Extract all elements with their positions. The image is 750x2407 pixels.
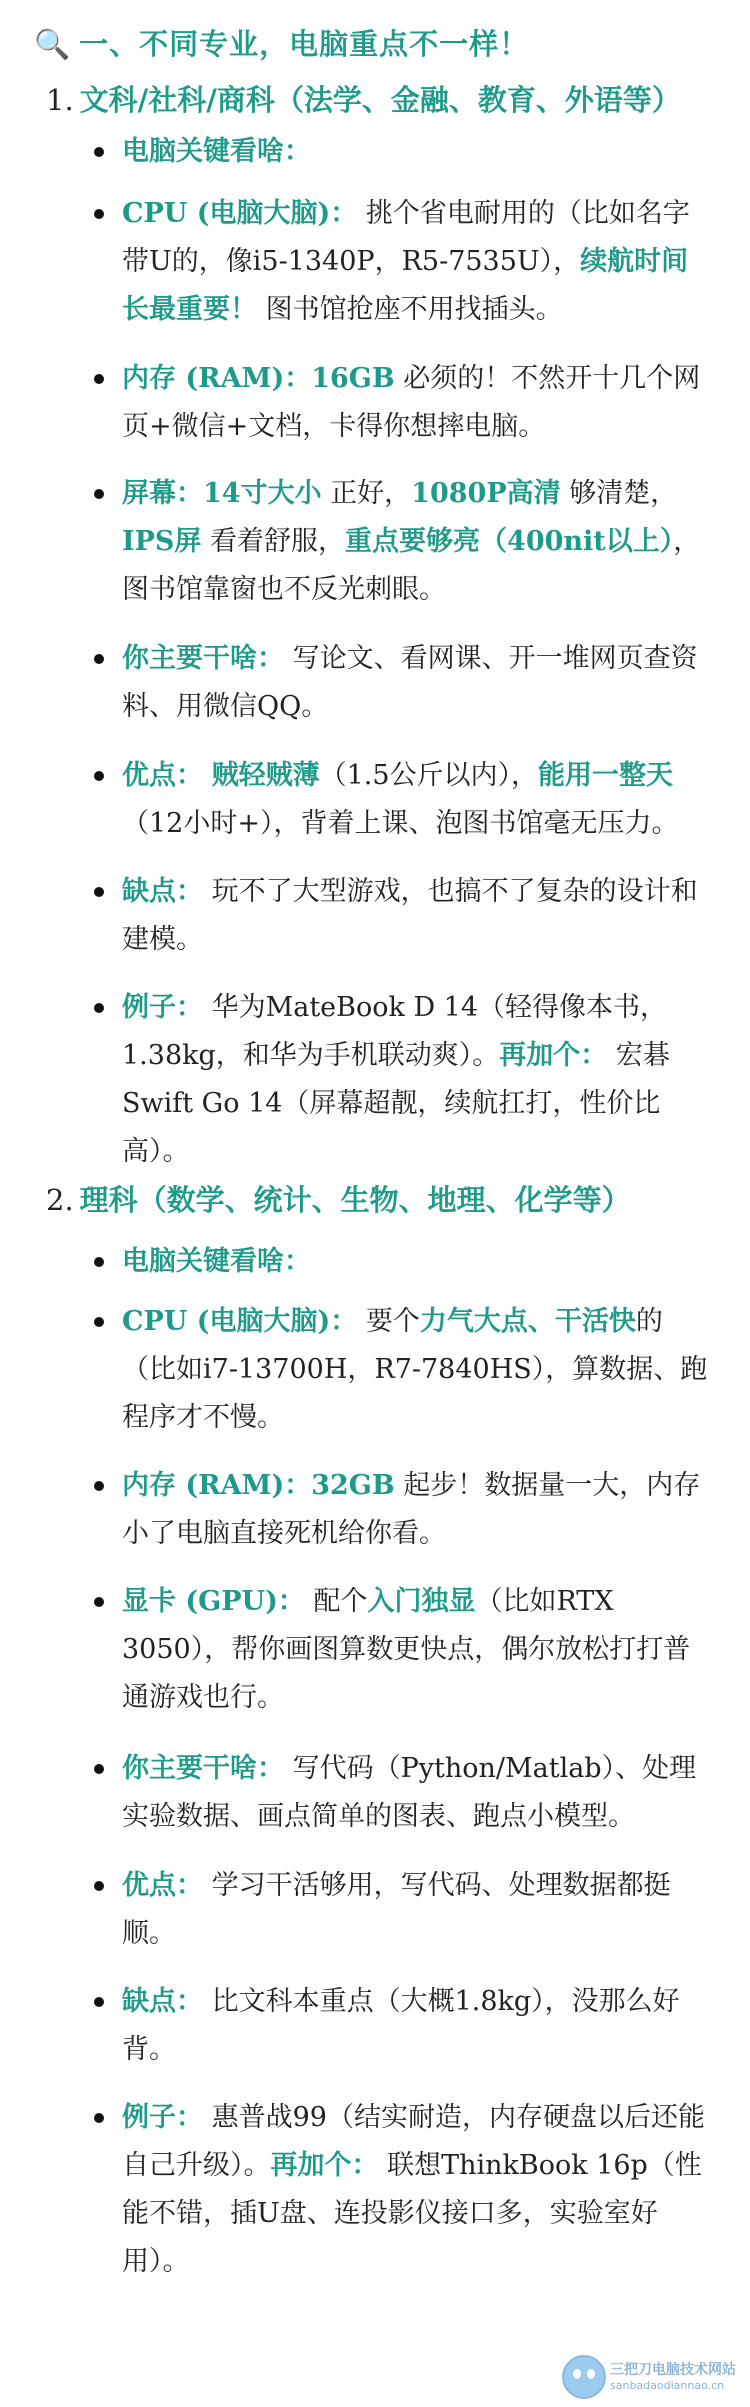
magnifier-icon: 🔍: [34, 27, 72, 61]
item-highlight: 1080P高清: [411, 478, 561, 509]
item-highlight: 入门独显: [367, 1586, 476, 1617]
watermark: [562, 2353, 736, 2401]
item-text: 学习干活够用，写代码、处理数据都挺顺。: [122, 1870, 671, 1949]
list-item: [122, 868, 712, 964]
watermark-text: 三把刀电脑技术网站: [610, 2362, 736, 2378]
item-highlight: 重点要够亮（400nit以上）: [345, 526, 674, 557]
item-highlight: 能用一整天: [538, 760, 674, 791]
section-number: 1.: [46, 83, 74, 117]
item-text: 图书馆抢座不用找插头。: [257, 294, 563, 325]
item-text: 挑个省电耐用的（比如名字带U的，像i5-1340P，R5-7535U），: [122, 198, 690, 277]
list-item: [122, 635, 712, 731]
bullet: [94, 1317, 104, 1327]
item-highlight: 续航时间长最重要！: [122, 246, 689, 325]
bullet: [94, 1003, 104, 1013]
list-item: [122, 1238, 712, 1286]
section-title-text: 文科/社科/商科（法学、金融、教育、外语等）: [79, 83, 681, 117]
item-label: 内存 (RAM)：32GB: [122, 1470, 395, 1501]
item-text: （1.5公斤以内），: [319, 760, 539, 791]
list-item: [122, 1298, 712, 1442]
item-label: 你主要干啥：: [122, 643, 284, 674]
bullet: [94, 2113, 104, 2123]
section-2-title: [46, 1178, 631, 1219]
bullet: [94, 771, 104, 781]
list-item: [122, 355, 712, 451]
bullet: [94, 1764, 104, 1774]
list-item: [122, 1462, 712, 1558]
heading-text: 一、不同专业，电脑重点不一样！: [79, 27, 530, 61]
item-text: 必须的！不然开十几个网页+微信+文档，卡得你想摔电脑。: [122, 363, 701, 442]
item-text: 写代码（Python/Matlab）、处理实验数据、画点简单的图表、跑点小模型。: [122, 1753, 697, 1832]
item-label: 优点：: [122, 760, 203, 791]
item-text: 要个: [357, 1306, 420, 1337]
item-text: 起步！数据量一大，内存小了电脑直接死机给你看。: [122, 1470, 701, 1549]
mascot-icon: [562, 2355, 606, 2399]
item-label: CPU (电脑大脑)：: [122, 198, 358, 229]
item-label: 缺点：: [122, 1986, 203, 2017]
list-item: [122, 190, 712, 334]
list-item: [122, 1862, 712, 1958]
bullet: [94, 1881, 104, 1891]
bullet: [94, 887, 104, 897]
list-item: [122, 752, 712, 848]
item-text: （12小时+），背着上课、泡图书馆毫无压力。: [122, 808, 679, 839]
list-item: [122, 2094, 712, 2286]
item-highlight: 力气大点、干活快: [419, 1306, 636, 1337]
list-item: [122, 1978, 712, 2074]
bullet: [94, 147, 104, 157]
section-1-title: [46, 78, 681, 119]
item-text: 联想ThinkBook 16p（性能不错，插U盘、连投影仪接口多，实验室好用）。: [122, 2150, 702, 2277]
item-label: 缺点：: [122, 876, 203, 907]
item-label: 例子：: [122, 992, 203, 1023]
item-text: 正好，: [321, 478, 412, 509]
list-item: [122, 128, 712, 176]
bullet: [94, 1597, 104, 1607]
item-text: （比如RTX 3050），帮你画图算数更快点，偶尔放松打打普通游戏也行。: [122, 1586, 691, 1713]
item-text: 玩不了大型游戏，也搞不了复杂的设计和建模。: [122, 876, 698, 955]
list-item: [122, 1745, 712, 1841]
item-text: ，图书馆靠窗也不反光刺眼。: [122, 526, 701, 605]
item-text: 看着舒服，: [201, 526, 346, 557]
item-label: CPU (电脑大脑)：: [122, 1306, 358, 1337]
item-label: 你主要干啥：: [122, 1753, 284, 1784]
bullet: [94, 1257, 104, 1267]
watermark-url: sanbadaodiannao.cn: [610, 2379, 725, 2392]
list-item: [122, 984, 712, 1176]
item-label: 内存 (RAM)：16GB: [122, 363, 395, 394]
item-highlight: 再加个：: [270, 2150, 379, 2181]
bullet: [94, 209, 104, 219]
item-text: 配个: [304, 1586, 368, 1617]
item-label: 屏幕：14寸大小: [122, 478, 322, 509]
bullet: [94, 374, 104, 384]
bullet: [94, 489, 104, 499]
bullet: [94, 654, 104, 664]
item-highlight: 再加个：: [499, 1040, 608, 1071]
section-number: 2.: [46, 1183, 74, 1217]
item-label: 优点：: [122, 1870, 203, 1901]
bullet: [94, 1481, 104, 1491]
item-text: 写论文、看网课、开一堆网页查资料、用微信QQ。: [122, 643, 698, 722]
item-text: 够清楚，: [560, 478, 678, 509]
section-heading: [34, 22, 529, 63]
item-highlight: IPS屏: [122, 526, 202, 557]
item-label: 电脑关键看啥：: [122, 136, 311, 167]
item-label: 例子：: [122, 2102, 203, 2133]
bullet: [94, 1997, 104, 2007]
item-highlight: 贼轻贼薄: [211, 760, 320, 791]
item-text: 比文科本重点（大概1.8kg），没那么好背。: [122, 1986, 680, 2065]
section-title-text: 理科（数学、统计、生物、地理、化学等）: [79, 1183, 631, 1217]
item-label: 电脑关键看啥：: [122, 1246, 311, 1277]
item-text: 的（比如i7-13700H，R7-7840HS），算数据、跑程序才不慢。: [122, 1306, 708, 1433]
item-text: 惠普战99（结实耐造，内存硬盘以后还能自己升级）。: [122, 2102, 705, 2181]
item-text: [203, 760, 212, 791]
item-text: 华为MateBook D 14（轻得像本书，1.38kg，和华为手机联动爽）。: [122, 992, 668, 1071]
item-text: 宏碁Swift Go 14（屏幕超靓，续航扛打，性价比高）。: [122, 1040, 670, 1167]
item-label: 显卡 (GPU)：: [122, 1586, 305, 1617]
list-item: [122, 470, 712, 614]
list-item: [122, 1578, 712, 1722]
